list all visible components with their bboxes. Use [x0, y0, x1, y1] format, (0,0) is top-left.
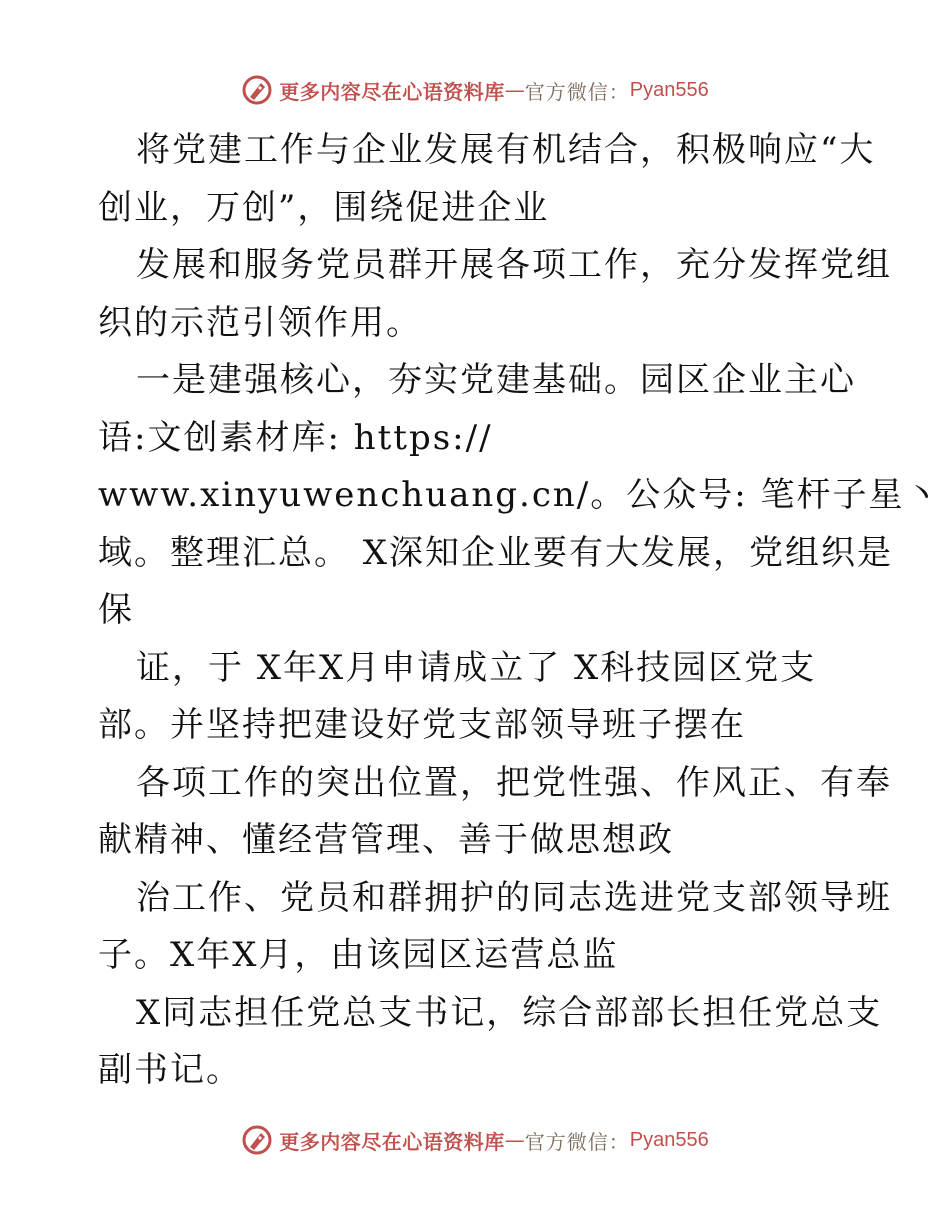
text-line: 织的示范引领作用。 — [98, 302, 422, 343]
document-body — [98, 122, 941, 1100]
header-banner — [0, 70, 950, 110]
banner-wechat-id: Pyan556 — [629, 78, 709, 101]
text-line: X同志担任党总支书记，综合部部长担任党总支 — [136, 992, 883, 1033]
footer-banner — [0, 1120, 950, 1160]
text-line: 一是建强核心，夯实党建基础。园区企业主心 — [136, 360, 856, 400]
text-line: 部。并坚持把建设好党支部领导班子摆在 — [98, 705, 746, 745]
text-line: 副书记。 — [98, 1050, 242, 1090]
text-line: 发展和服务党员群开展各项工作，充分发挥党组 — [136, 245, 892, 285]
banner-title: 更多内容尽在心语资料库 — [279, 79, 505, 104]
text-line: 语:文创素材库: https:// — [98, 417, 493, 458]
banner-wechat-label: 官方微信： — [524, 1129, 630, 1154]
text-line: 证，于 X年X月申请成立了 X科技园区党支 — [136, 647, 817, 688]
text-line: 创业，万创”，围绕促进企业 — [98, 187, 550, 228]
text-line: 将党建工作与企业发展有机结合，积极响应“大 — [136, 130, 876, 170]
text-line: 各项工作的突出位置，把党性强、作风正、有奉 — [136, 762, 892, 803]
text-line: 保 — [98, 590, 134, 630]
pen-nib-logo-icon — [241, 1124, 273, 1156]
text-line: 献精神、懂经营管理、善于做思想政 — [98, 820, 674, 860]
pen-nib-logo-icon — [241, 74, 273, 106]
banner-wechat-id: Pyan556 — [629, 1128, 709, 1151]
text-line: 域。整理汇总。 X深知企业要有大发展，党组织是 — [98, 532, 894, 573]
banner-wechat-label: 官方微信： — [524, 79, 630, 104]
banner-dash: — — [504, 78, 525, 102]
text-line: www.xinyuwenchuang.cn/。公众号: 笔杆子星丶 — [98, 475, 941, 515]
text-line: 子。X年X月，由该园区运营总监 — [98, 935, 619, 975]
text-line: 治工作、党员和群拥护的同志选进党支部领导班 — [136, 877, 892, 918]
banner-title: 更多内容尽在心语资料库 — [279, 1129, 505, 1154]
banner-dash: — — [504, 1128, 525, 1152]
